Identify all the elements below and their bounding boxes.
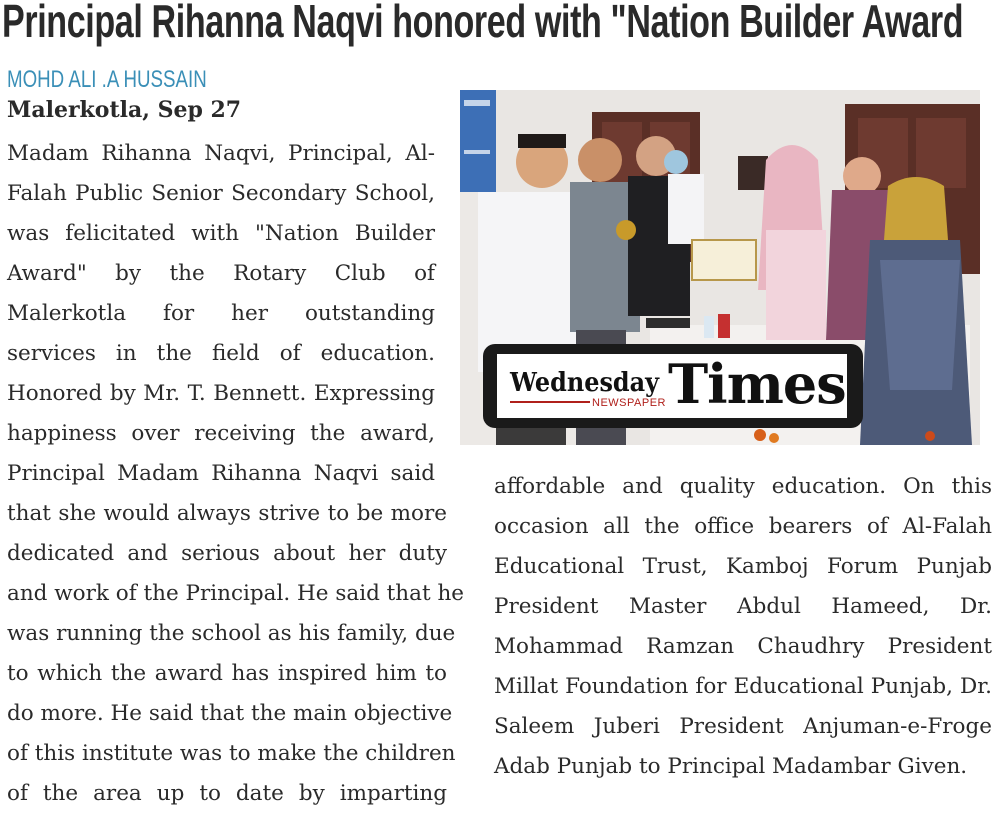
article-line: Millat Foundation for Educational Punjab, Dr. bbox=[494, 674, 992, 699]
headline: Principal Rihanna Naqvi honored with "Nation Builder Award bbox=[2, 0, 964, 47]
article-line: Falah Public Senior Secondary School, bbox=[7, 181, 435, 206]
article-line: Principal Madam Rihanna Naqvi said bbox=[7, 461, 435, 486]
article-column-2 bbox=[494, 467, 992, 787]
dateline: Malerkotla, Sep 27 bbox=[7, 97, 242, 123]
article-line: Madam Rihanna Naqvi, Principal, Al- bbox=[7, 141, 435, 166]
article-line: Mohammad Ramzan Chaudhry President bbox=[494, 634, 992, 659]
logo-tagline: NEWSPAPER bbox=[592, 397, 666, 409]
article-line: dedicated and serious about her duty bbox=[7, 541, 447, 566]
article-line: happiness over receiving the award, bbox=[7, 421, 435, 446]
article-line: services in the field of education. bbox=[7, 341, 435, 366]
byline: MOHD ALI .A HUSSAIN bbox=[7, 66, 207, 93]
article-line: was felicitated with "Nation Builder bbox=[7, 221, 435, 246]
logo-wordmark-wednesday: Wednesday bbox=[510, 368, 660, 398]
article-line: President Master Abdul Hameed, Dr. bbox=[494, 594, 992, 619]
article-line: of this institute was to make the children bbox=[7, 741, 456, 766]
article-line: of the area up to date by imparting bbox=[7, 781, 447, 806]
article-line: Honored by Mr. T. Bennett. Expressing bbox=[7, 381, 435, 406]
article-line: was running the school as his family, due bbox=[7, 621, 456, 646]
article-line: Award" by the Rotary Club of bbox=[7, 261, 435, 286]
article-line: and work of the Principal. He said that he bbox=[7, 581, 465, 606]
article-column-1 bbox=[7, 134, 465, 814]
article-line: Educational Trust, Kamboj Forum Punjab bbox=[494, 554, 992, 579]
logo-wordmark-times: Times bbox=[668, 352, 846, 416]
article-line: that she would always strive to be more bbox=[7, 501, 447, 526]
logo-rule bbox=[510, 401, 590, 403]
article-line: Malerkotla for her outstanding bbox=[7, 301, 435, 326]
article-line: do more. He said that the main objective bbox=[7, 701, 453, 726]
article-line: Adab Punjab to Principal Madambar Given. bbox=[494, 754, 968, 779]
article-line: affordable and quality education. On this bbox=[494, 474, 992, 499]
article-line: occasion all the office bearers of Al-Falah bbox=[494, 514, 992, 539]
article-line: Saleem Juberi President Anjuman-e-Froge bbox=[494, 714, 992, 739]
article-line: to which the award has inspired him to bbox=[7, 661, 447, 686]
